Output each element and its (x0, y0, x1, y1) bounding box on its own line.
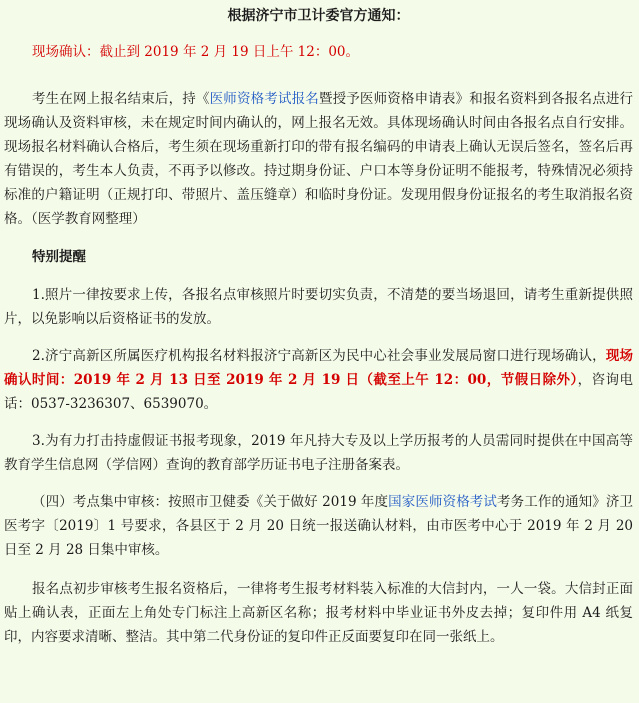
reminder-item-2 (4, 344, 633, 416)
confirmation-time-highlight: 现场确认时间：2019 年 2 月 13 日至 2019 年 2 月 19 日（截至上午 12：00，节假日除外） (4, 348, 633, 388)
paragraph-registration (4, 87, 633, 231)
paragraph-text: ，咨询电话：0537-3236307、6539070。 (4, 372, 633, 412)
paragraph-text: 暨授予医师资格申请表》和报名资料到各报名点进行现场确认及资料审核，未在规定时间内确认的，网上报名无效。具体现场确认时间由各报名点自行安排。现场报名材料确认合格后，考生须在现场重新打印的带有报名编码的申请表上确认无误后签名，签名后再有错误的，考生本人负责，不再予以修改。持过期身份证、户口本等身份证明不能报考，特殊情况必须持标准的户籍证明（正规打印、带照片、盖压缝章）和临时身份证。发现用假身份证报名的考生取消报名资格。（医学教育网整理） (4, 91, 634, 227)
national-exam-link[interactable]: 国家医师资格考试 (388, 494, 498, 510)
packaging-instructions: 报名点初步审核考生报名资格后，一律将考生报考材料装入标准的大信封内，一人一袋。大信封正面贴上确认表，正面左上角处专门标注上高新区名称；报考材料中毕业证书外皮去掉；复印件用 A4 纸复印，内容要求清晰、整洁。其中第二代身份证的复印件正反面要复印在同一张纸上。 (4, 581, 633, 645)
section-heading: 特别提醒 (32, 249, 86, 265)
review-section (4, 490, 633, 562)
reminder-item-3: 3.为有力打击持虚假证书报考现象，2019 年凡持大专及以上学历报考的人员需同时提供在中国高等教育学生信息网（学信网）查询的教育部学历证书电子注册备案表。 (4, 433, 633, 473)
paragraph-text: 考生在网上报名结束后，持《 (32, 91, 210, 107)
reminder-item-1: 1.照片一律按要求上传，各报名点审核照片时要切实负责，不清楚的要当场退回，请考生重新提供照片，以免影响以后资格证书的发放。 (4, 287, 633, 327)
paragraph-text: （四）考点集中审核：按照市卫健委《关于做好 2019 年度 (32, 494, 389, 510)
deadline-notice: 现场确认：截止到 2019 年 2 月 19 日上午 12：00。 (32, 44, 360, 60)
notice-title: 根据济宁市卫计委官方通知： (227, 8, 410, 24)
paragraph-text: 2.济宁高新区所属医疗机构报名材料报济宁高新区为民中心社会事业发展局窗口进行现场确认， (32, 348, 606, 364)
exam-registration-link[interactable]: 医师资格考试报名 (209, 91, 319, 107)
paragraph-text: 考务工作的通知》济卫医考字〔2019〕1 号要求，各县区于 2 月 20 日统一报送确认材料，由市医考中心于 2019 年 2 月 20 日至 2 月 28 日集中审核。 (4, 494, 634, 558)
